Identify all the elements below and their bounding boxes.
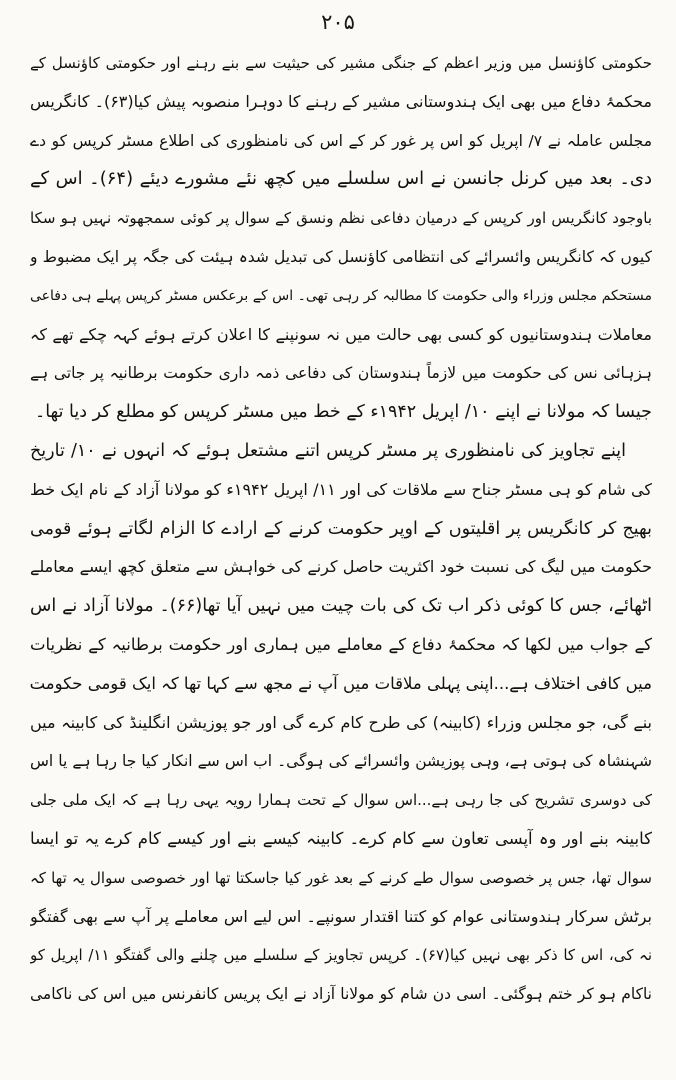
- text-line: ناکام ہو کر ختم ہوگئی۔ اسی دن شام کو مولانا آزاد نے ایک پریس کانفرنس میں اس کی ناکامی: [30, 985, 652, 1004]
- text-line: مجلس عاملہ نے ۷/ اپریل کو اس پر غور کر کے اس کی نامنظوری کی اطلاع مسٹر کرپس کو دے: [30, 131, 652, 150]
- text-line: بھیج کر کانگریس پر اقلیتوں کے اوپر حکومت کرنے کے ارادے کا الزام لگاتے ہوئے قومی: [30, 518, 652, 539]
- text-line: نہ کی، اس کا ذکر بھی نہیں کیا(۶۷)۔ کرپس تجاویز کے سلسلے میں چلنے والی گفتگو ۱۱/ اپریل کو: [30, 946, 652, 965]
- text-line: بنے گی، جو مجلس وزراء (کابینہ) کی طرح کام کرے گی اور جو پوزیشن انگلینڈ کی کابینہ میں: [30, 712, 652, 732]
- text-line: شہنشاہ کی ہوتی ہے، وہی پوزیشن وائسرائے کی ہوگی۔ اب اس سے انکار کیا جا رہا ہے یا اس: [30, 752, 652, 771]
- page-number: ۲۰۵: [321, 10, 355, 34]
- text-line: مستحکم مجلس وزراء والی حکومت کا مطالبہ کر رہی تھی۔ اس کے برعکس مسٹر کرپس پہلے ہی دفاعی: [30, 287, 652, 304]
- paragraph-1: [30, 44, 652, 432]
- text-line: حکومتی کاؤنسل میں وزیر اعظم کے جنگی مشیر کی حیثیت سے بنے رہنے اور حکومتی کاؤنسل کے: [30, 54, 652, 72]
- text-line: معاملات ہندوستانیوں کو کسی بھی حالت میں نہ سونپنے کا اعلان کرتے ہوئے کہہ چکے تھے کہ: [30, 324, 652, 344]
- paragraph-2: [30, 432, 652, 1014]
- text-line: کی دوسری تشریح کی جا رہی ہے...اس سوال کے تحت ہمارا رویہ یہی رہا ہے کہ ایک ملی جلی: [30, 791, 652, 810]
- text-line: کیوں کہ کانگریس وائسرائے کی انتظامی کاؤنسل کی تبدیل شدہ ہیئت کی جگہ پر ایک مضبوط و: [30, 247, 652, 266]
- text-line: اپنے تجاویز کی نامنظوری پر مسٹر کرپس اتنے مشتعل ہوئے کہ انہوں نے ۱۰/ تاریخ: [30, 440, 627, 461]
- text-line: کی شام کو ہی مسٹر جناح سے ملاقات کی اور ۱۱/ اپریل ۱۹۴۲ء کو مولانا آزاد کے نام ایک خط: [30, 479, 652, 499]
- text-line: اٹھائے، جس کا کوئی ذکر اب تک کی بات چیت میں نہیں آیا تھا(۶۶)۔ مولانا آزاد نے اس: [30, 596, 652, 617]
- text-line: ہزہائی نس کی حکومت میں لازماً ہندوستان کی دفاعی ذمہ داری حکومت برطانیہ پر جاتی ہے: [30, 364, 652, 383]
- text-line: سوال تھا، جس پر خصوصی سوال طے کرنے کے بعد غور کیا جاسکتا تھا اور خصوصی سوال یہ تھا کہ: [30, 868, 652, 887]
- text-line: میں کافی اختلاف ہے...اپنی پہلی ملاقات میں آپ نے مجھ سے کہا تھا کہ ایک قومی حکومت: [30, 673, 652, 693]
- text-line: کابینہ بنے اور وہ آپسی تعاون سے کام کرے۔ کابینہ کیسے بنے اور کیسے کام کرے یہ تو ایسا: [30, 828, 652, 848]
- text-line: کے جواب میں لکھا کہ محکمۂ دفاع کے معاملے میں ہماری اور حکومت برطانیہ کے نظریات: [30, 634, 652, 654]
- body-text: [30, 44, 652, 1014]
- text-line: جیسا کہ مولانا نے اپنے ۱۰/ اپریل ۱۹۴۲ء کے خط میں مسٹر کرپس کو مطلع کر دیا تھا۔: [34, 402, 652, 423]
- text-line: حکومت میں لیگ کی نسبت خود اکثریت حاصل کرنے کی خواہش سے متعلق کچھ ایسے معاملے: [30, 557, 652, 577]
- text-line: محکمۂ دفاع میں بھی ایک ہندوستانی مشیر کے رہنے کا دوہرا منصوبہ پیش کیا(۶۳)۔ کانگریس: [30, 91, 652, 111]
- text-line: باوجود کانگریس اور کرپس کے درمیان دفاعی نظم ونسق کے سوال پر کوئی سمجھوتہ نہیں ہو سکا: [30, 209, 652, 228]
- text-line: برٹش سرکار ہندوستانی عوام کو کتنا اقتدار سونپے۔ اس لیے اس معاملے پر آپ سے بھی گفتگو: [30, 906, 652, 926]
- text-line: دی۔ بعد میں کرنل جانسن نے اس سلسلے میں کچھ نئے مشورے دیئے (۶۴)۔ اس کے: [30, 168, 652, 190]
